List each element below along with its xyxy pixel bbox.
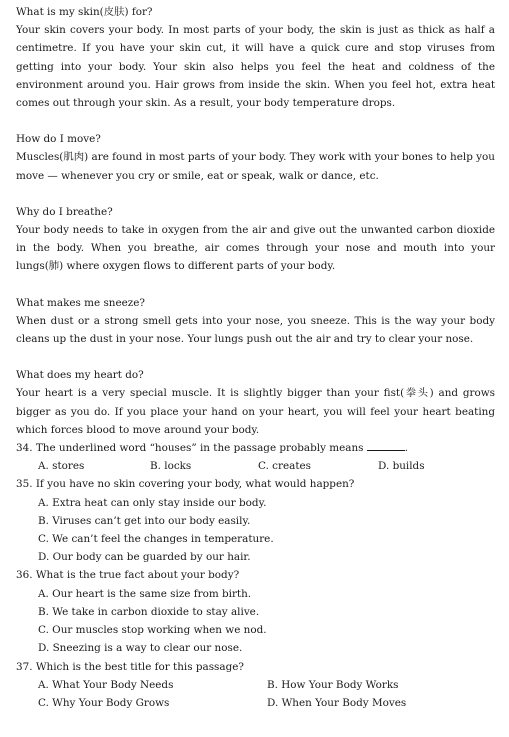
question-36 (16, 566, 495, 657)
question-stem: 36. What is the true fact about your body? (16, 569, 240, 582)
option-a[interactable]: A. Our heart is the same size from birth. (38, 587, 252, 600)
option-b[interactable]: B. locks (150, 460, 192, 473)
section-heading: How do I move? (16, 133, 101, 146)
passage-section-move (16, 130, 495, 185)
option-c[interactable]: C. Our muscles stop working when we nod. (38, 624, 267, 637)
option-d[interactable]: D. builds (378, 460, 425, 473)
option-a[interactable]: A. Extra heat can only stay inside our body. (38, 496, 267, 509)
option-list (16, 494, 495, 567)
section-paragraph: Muscles(肌肉) are found in most parts of your body. They work with your bones to help you move — whenever you cry or smile, eat or speak, walk or dance, etc. (16, 151, 495, 182)
question-stem-end: . (404, 442, 409, 455)
section-paragraph: Your skin covers your body. In most parts of your body, the skin is just as thick as half a centimetre. If you have your skin cut, it will have a quick cure and stop viruses from getting into your body. Your skin also helps you feel the heat and coldness of the environment around you. Hair grows from inside the skin. When you feel hot, extra heat comes out through your skin. As a result, your body temperature drops. (16, 24, 495, 110)
question-stem-text: 34. The underlined word “houses” in the passage probably means (16, 442, 364, 455)
option-d[interactable]: D. When Your Body Moves (267, 696, 407, 709)
option-a[interactable]: A. What Your Body Needs (38, 678, 174, 691)
section-heading: What makes me sneeze? (16, 296, 145, 309)
answer-blank[interactable] (367, 440, 405, 451)
option-list (16, 585, 495, 658)
section-heading: Why do I breathe? (16, 205, 113, 218)
section-heading: What does my heart do? (16, 369, 144, 382)
option-row (16, 457, 495, 475)
question-34 (16, 439, 495, 475)
passage-section-sneeze (16, 294, 495, 349)
option-c[interactable]: C. We can’t feel the changes in temperature. (38, 533, 274, 546)
option-d[interactable]: D. Our body can be guarded by our hair. (38, 551, 251, 564)
section-paragraph: When dust or a strong smell gets into your nose, you sneeze. This is the way your body cleans up the dust in your nose. Your lungs push out the air and try to clear your nose. (16, 314, 495, 346)
question-stem: 35. If you have no skin covering your body, what would happen? (16, 478, 355, 491)
section-heading: What is my skin(皮肤) for? (16, 6, 153, 18)
option-d[interactable]: D. Sneezing is a way to clear our nose. (38, 642, 243, 655)
passage-section-skin (16, 3, 495, 112)
option-grid (16, 676, 495, 712)
option-c[interactable]: C. Why Your Body Grows (38, 696, 170, 709)
option-b[interactable]: B. Viruses can’t get into our body easily. (38, 514, 251, 527)
option-c[interactable]: C. creates (258, 460, 311, 473)
question-stem: 37. Which is the best title for this passage? (16, 660, 244, 673)
question-list (16, 439, 495, 712)
section-paragraph: Your body needs to take in oxygen from the air and give out the unwanted carbon dioxide in the body. When you breathe, air comes through your nose and mouth into your lungs(肺) where oxygen flows to different parts of your body. (16, 224, 495, 273)
passage-section-heart (16, 366, 495, 439)
option-b[interactable]: B. We take in carbon dioxide to stay alive. (38, 605, 260, 618)
option-a[interactable]: A. stores (38, 460, 85, 473)
passage-section-breathe (16, 203, 495, 276)
option-b[interactable]: B. How Your Body Works (267, 678, 399, 691)
section-paragraph: Your heart is a very special muscle. It is slightly bigger than your fist(拳头) and grows bigger as you do. If you place your hand on your heart, you will feel your heart beating which forces blood to move around your body. (16, 387, 495, 436)
question-stem (16, 439, 495, 457)
question-35 (16, 475, 495, 566)
question-37 (16, 658, 495, 713)
